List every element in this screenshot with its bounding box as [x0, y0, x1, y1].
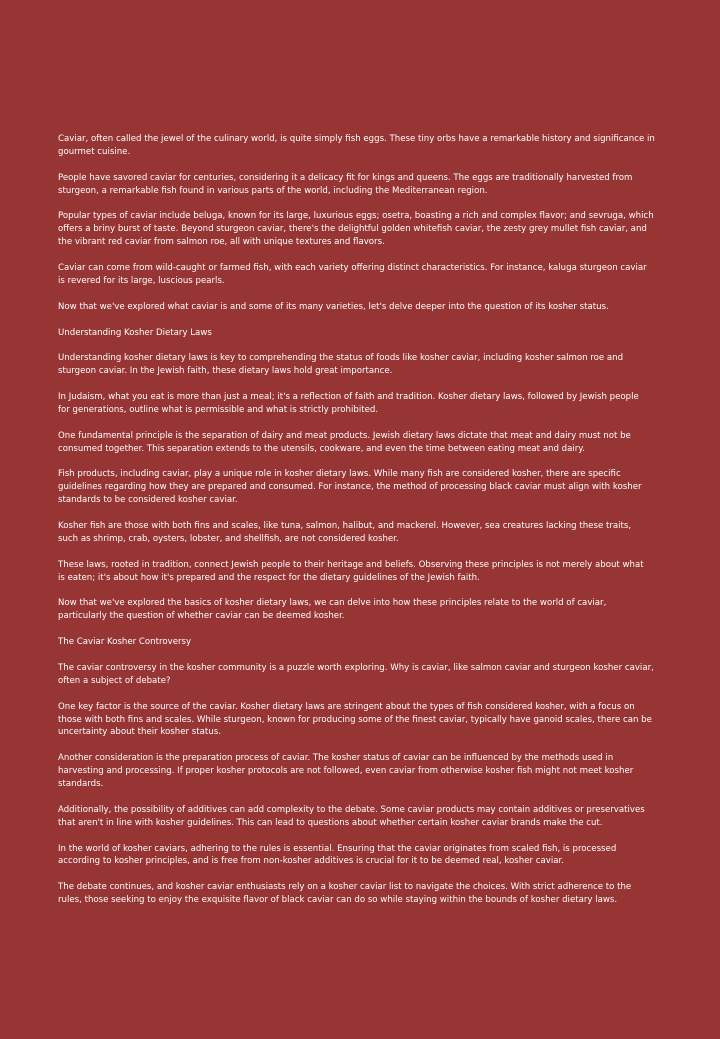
section-paragraph: Now that we've explored the basics of kosher dietary laws, we can delve into how these principles relate to the world of caviar, particularly the question of whether caviar can be deemed kosher.: [58, 598, 607, 622]
section-paragraph: In Judaism, what you eat is more than just a meal; it's a reflection of faith and tradition. Kosher dietary laws, followed by Jewish people for generations, outline what is permissible and what is strictly prohibited.: [58, 392, 639, 415]
section-paragraph: The debate continues, and kosher caviar enthusiasts rely on a kosher caviar list to navigate the choices. With strict adherence to the rules, those seeking to enjoy the exquisite flavor of black caviar can do so while staying within the bounds of kosher dietary laws.: [58, 882, 632, 906]
section-heading-kosher-laws: Understanding Kosher Dietary Laws: [58, 327, 212, 338]
intro-paragraph: People have savored caviar for centuries, considering it a delicacy fit for kings and queens. The eggs are traditionally harvested from sturgeon, a remarkable fish found in various parts of the world, including the Mediterranean region.: [58, 172, 633, 196]
intro-paragraph: Caviar can come from wild-caught or farmed fish, with each variety offering distinct characteristics. For instance, kaluga sturgeon caviar is revered for its large, luscious pearls.: [58, 263, 647, 286]
section-heading-controversy: The Caviar Kosher Controversy: [58, 637, 192, 648]
article-body: [58, 133, 658, 920]
section-paragraph: The caviar controversy in the kosher community is a puzzle worth exploring. Why is caviar, like salmon caviar and sturgeon kosher caviar, often a subject of debate?: [58, 662, 654, 686]
section-paragraph: These laws, rooted in tradition, connect Jewish people to their heritage and beliefs. Observing these principles is not merely about what is eaten; it's about how it's prepared and the respect for the dietary guidelines of the Jewish faith.: [58, 559, 644, 583]
intro-paragraph: Popular types of caviar include beluga, known for its large, luxurious eggs; osetra, boasting a rich and complex flavor; and sevruga, which offers a briny burst of taste. Beyond sturgeon caviar, there's the delightful golden whitefish caviar, the zesty grey mullet fish caviar, and the vibrant red caviar from salmon roe, all with unique textures and flavors.: [58, 211, 654, 248]
section-paragraph: Kosher fish are those with both fins and scales, like tuna, salmon, halibut, and mackerel. However, sea creatures lacking these traits, such as shrimp, crab, oysters, lobster, and shellfish, are not considered kosher.: [58, 521, 632, 544]
section-paragraph: Fish products, including caviar, play a unique role in kosher dietary laws. While many fish are considered kosher, there are specific guidelines regarding how they are prepared and consumed. For instance, the method of processing black caviar must align with kosher standards to be considered kosher caviar.: [58, 469, 642, 506]
section-paragraph: One key factor is the source of the caviar. Kosher dietary laws are stringent about the types of fish considered kosher, with a focus on those with both fins and scales. While sturgeon, known for producing some of the finest caviar, typically have ganoid scales, there can be uncertainty about their kosher status.: [58, 701, 652, 738]
intro-paragraph: Now that we've explored what caviar is and some of its many varieties, let's delve deeper into the question of its kosher status.: [58, 301, 609, 312]
intro-paragraph: Caviar, often called the jewel of the culinary world, is quite simply fish eggs. These tiny orbs have a remarkable history and significance in gourmet cuisine.: [58, 134, 655, 157]
section-paragraph: Understanding kosher dietary laws is key to comprehending the status of foods like kosher caviar, including kosher salmon roe and sturgeon caviar. In the Jewish faith, these dietary laws hold great importance.: [58, 353, 624, 377]
section-paragraph: In the world of kosher caviars, adhering to the rules is essential. Ensuring that the caviar originates from scaled fish, is processed according to kosher principles, and is free from non-kosher additives is crucial for it to be deemed real, kosher caviar.: [58, 843, 617, 867]
section-paragraph: Another consideration is the preparation process of caviar. The kosher status of caviar can be influenced by the methods used in harvesting and processing. If proper kosher protocols are not followed, even caviar from otherwise kosher fish might not meet kosher standards.: [58, 753, 634, 790]
section-paragraph: One fundamental principle is the separation of dairy and meat products. Jewish dietary laws dictate that meat and dairy must not be consumed together. This separation extends to the utensils, cookware, and even the time between eating meat and dairy.: [58, 430, 631, 454]
section-paragraph: Additionally, the possibility of additives can add complexity to the debate. Some caviar products may contain additives or preservatives that aren't in line with kosher guidelines. This can lead to questions about whether certain kosher caviar brands make the cut.: [58, 804, 645, 828]
